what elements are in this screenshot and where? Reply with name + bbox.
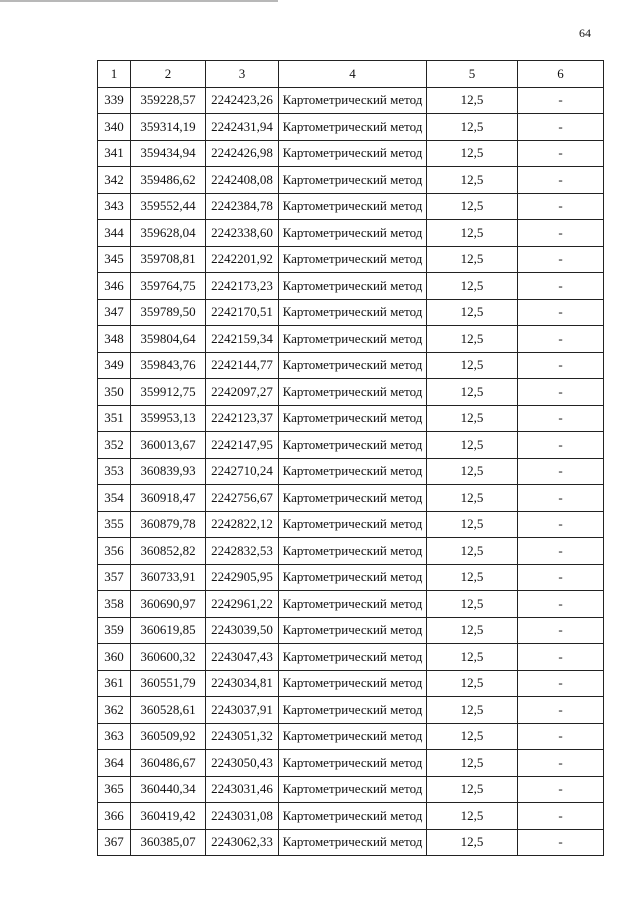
x-coordinate-cell: 360419,42 (131, 803, 206, 830)
y-coordinate-cell: 2243062,33 (206, 829, 279, 856)
note-cell: - (518, 776, 604, 803)
x-coordinate-cell: 359552,44 (131, 193, 206, 220)
method-cell: Картометрический метод (279, 591, 427, 618)
method-cell: Картометрический метод (279, 220, 427, 247)
table-row (98, 591, 604, 618)
x-coordinate-cell: 359628,04 (131, 220, 206, 247)
accuracy-cell: 12,5 (427, 432, 518, 459)
table-row (98, 829, 604, 856)
note-cell: - (518, 670, 604, 697)
note-cell: - (518, 87, 604, 114)
table-row (98, 670, 604, 697)
method-cell: Картометрический метод (279, 273, 427, 300)
point-number-cell: 348 (98, 326, 131, 353)
header-row (98, 61, 604, 88)
method-cell: Картометрический метод (279, 511, 427, 538)
y-coordinate-cell: 2243039,50 (206, 617, 279, 644)
table-row (98, 750, 604, 777)
point-number-cell: 340 (98, 114, 131, 141)
method-cell: Картометрический метод (279, 829, 427, 856)
note-cell: - (518, 220, 604, 247)
method-cell: Картометрический метод (279, 379, 427, 406)
point-number-cell: 363 (98, 723, 131, 750)
y-coordinate-cell: 2242408,08 (206, 167, 279, 194)
method-cell: Картометрический метод (279, 246, 427, 273)
note-cell: - (518, 167, 604, 194)
x-coordinate-cell: 359434,94 (131, 140, 206, 167)
x-coordinate-cell: 359486,62 (131, 167, 206, 194)
table-row (98, 352, 604, 379)
accuracy-cell: 12,5 (427, 246, 518, 273)
table-row (98, 299, 604, 326)
point-number-cell: 366 (98, 803, 131, 830)
table-row (98, 220, 604, 247)
x-coordinate-cell: 359708,81 (131, 246, 206, 273)
method-cell: Картометрический метод (279, 485, 427, 512)
accuracy-cell: 12,5 (427, 511, 518, 538)
note-cell: - (518, 750, 604, 777)
note-cell: - (518, 458, 604, 485)
table-row (98, 538, 604, 565)
coordinates-table (97, 60, 604, 856)
x-coordinate-cell: 359764,75 (131, 273, 206, 300)
y-coordinate-cell: 2243051,32 (206, 723, 279, 750)
y-coordinate-cell: 2242123,37 (206, 405, 279, 432)
method-cell: Картометрический метод (279, 644, 427, 671)
point-number-cell: 358 (98, 591, 131, 618)
table-row (98, 379, 604, 406)
note-cell: - (518, 432, 604, 459)
point-number-cell: 344 (98, 220, 131, 247)
note-cell: - (518, 326, 604, 353)
y-coordinate-cell: 2242832,53 (206, 538, 279, 565)
note-cell: - (518, 379, 604, 406)
note-cell: - (518, 299, 604, 326)
table-row (98, 167, 604, 194)
x-coordinate-cell: 360839,93 (131, 458, 206, 485)
top-divider (0, 0, 278, 2)
header-cell-3: 3 (206, 61, 279, 88)
accuracy-cell: 12,5 (427, 485, 518, 512)
note-cell: - (518, 564, 604, 591)
note-cell: - (518, 644, 604, 671)
x-coordinate-cell: 359789,50 (131, 299, 206, 326)
x-coordinate-cell: 359804,64 (131, 326, 206, 353)
x-coordinate-cell: 359912,75 (131, 379, 206, 406)
y-coordinate-cell: 2242170,51 (206, 299, 279, 326)
note-cell: - (518, 803, 604, 830)
header-cell-1: 1 (98, 61, 131, 88)
point-number-cell: 357 (98, 564, 131, 591)
table-row (98, 564, 604, 591)
point-number-cell: 360 (98, 644, 131, 671)
y-coordinate-cell: 2242710,24 (206, 458, 279, 485)
x-coordinate-cell: 360600,32 (131, 644, 206, 671)
note-cell: - (518, 193, 604, 220)
x-coordinate-cell: 360551,79 (131, 670, 206, 697)
table-row (98, 326, 604, 353)
accuracy-cell: 12,5 (427, 750, 518, 777)
note-cell: - (518, 405, 604, 432)
note-cell: - (518, 485, 604, 512)
accuracy-cell: 12,5 (427, 538, 518, 565)
accuracy-cell: 12,5 (427, 776, 518, 803)
y-coordinate-cell: 2242822,12 (206, 511, 279, 538)
x-coordinate-cell: 360509,92 (131, 723, 206, 750)
accuracy-cell: 12,5 (427, 591, 518, 618)
method-cell: Картометрический метод (279, 405, 427, 432)
y-coordinate-cell: 2242097,27 (206, 379, 279, 406)
accuracy-cell: 12,5 (427, 697, 518, 724)
accuracy-cell: 12,5 (427, 829, 518, 856)
accuracy-cell: 12,5 (427, 617, 518, 644)
method-cell: Картометрический метод (279, 326, 427, 353)
accuracy-cell: 12,5 (427, 299, 518, 326)
note-cell: - (518, 723, 604, 750)
accuracy-cell: 12,5 (427, 140, 518, 167)
method-cell: Картометрический метод (279, 140, 427, 167)
point-number-cell: 367 (98, 829, 131, 856)
x-coordinate-cell: 360690,97 (131, 591, 206, 618)
point-number-cell: 343 (98, 193, 131, 220)
note-cell: - (518, 246, 604, 273)
x-coordinate-cell: 360528,61 (131, 697, 206, 724)
header-cell-2: 2 (131, 61, 206, 88)
point-number-cell: 356 (98, 538, 131, 565)
accuracy-cell: 12,5 (427, 670, 518, 697)
point-number-cell: 354 (98, 485, 131, 512)
accuracy-cell: 12,5 (427, 352, 518, 379)
y-coordinate-cell: 2243037,91 (206, 697, 279, 724)
point-number-cell: 346 (98, 273, 131, 300)
accuracy-cell: 12,5 (427, 87, 518, 114)
point-number-cell: 353 (98, 458, 131, 485)
point-number-cell: 342 (98, 167, 131, 194)
y-coordinate-cell: 2242905,95 (206, 564, 279, 591)
y-coordinate-cell: 2243034,81 (206, 670, 279, 697)
method-cell: Картометрический метод (279, 87, 427, 114)
x-coordinate-cell: 360013,67 (131, 432, 206, 459)
x-coordinate-cell: 360852,82 (131, 538, 206, 565)
header-cell-4: 4 (279, 61, 427, 88)
y-coordinate-cell: 2242756,67 (206, 485, 279, 512)
table-row (98, 617, 604, 644)
point-number-cell: 351 (98, 405, 131, 432)
point-number-cell: 341 (98, 140, 131, 167)
point-number-cell: 361 (98, 670, 131, 697)
point-number-cell: 347 (98, 299, 131, 326)
table-row (98, 644, 604, 671)
point-number-cell: 345 (98, 246, 131, 273)
x-coordinate-cell: 360879,78 (131, 511, 206, 538)
table-row (98, 87, 604, 114)
table-row (98, 114, 604, 141)
point-number-cell: 362 (98, 697, 131, 724)
note-cell: - (518, 352, 604, 379)
accuracy-cell: 12,5 (427, 273, 518, 300)
accuracy-cell: 12,5 (427, 564, 518, 591)
note-cell: - (518, 114, 604, 141)
method-cell: Картометрический метод (279, 458, 427, 485)
method-cell: Картометрический метод (279, 670, 427, 697)
table-row (98, 405, 604, 432)
y-coordinate-cell: 2243031,46 (206, 776, 279, 803)
method-cell: Картометрический метод (279, 193, 427, 220)
table-header (98, 61, 604, 88)
x-coordinate-cell: 360486,67 (131, 750, 206, 777)
y-coordinate-cell: 2242431,94 (206, 114, 279, 141)
y-coordinate-cell: 2242159,34 (206, 326, 279, 353)
accuracy-cell: 12,5 (427, 723, 518, 750)
note-cell: - (518, 617, 604, 644)
accuracy-cell: 12,5 (427, 220, 518, 247)
y-coordinate-cell: 2243031,08 (206, 803, 279, 830)
y-coordinate-cell: 2242201,92 (206, 246, 279, 273)
accuracy-cell: 12,5 (427, 193, 518, 220)
method-cell: Картометрический метод (279, 564, 427, 591)
method-cell: Картометрический метод (279, 538, 427, 565)
table-row (98, 723, 604, 750)
method-cell: Картометрический метод (279, 352, 427, 379)
accuracy-cell: 12,5 (427, 405, 518, 432)
point-number-cell: 365 (98, 776, 131, 803)
accuracy-cell: 12,5 (427, 458, 518, 485)
x-coordinate-cell: 359228,57 (131, 87, 206, 114)
header-cell-5: 5 (427, 61, 518, 88)
point-number-cell: 350 (98, 379, 131, 406)
accuracy-cell: 12,5 (427, 803, 518, 830)
y-coordinate-cell: 2242426,98 (206, 140, 279, 167)
x-coordinate-cell: 359843,76 (131, 352, 206, 379)
point-number-cell: 364 (98, 750, 131, 777)
x-coordinate-cell: 360918,47 (131, 485, 206, 512)
table-row (98, 511, 604, 538)
table-row (98, 803, 604, 830)
accuracy-cell: 12,5 (427, 167, 518, 194)
accuracy-cell: 12,5 (427, 114, 518, 141)
point-number-cell: 349 (98, 352, 131, 379)
table-body (98, 87, 604, 856)
page-number: 64 (579, 26, 591, 40)
y-coordinate-cell: 2242961,22 (206, 591, 279, 618)
table-row (98, 485, 604, 512)
method-cell: Картометрический метод (279, 750, 427, 777)
x-coordinate-cell: 360385,07 (131, 829, 206, 856)
y-coordinate-cell: 2242144,77 (206, 352, 279, 379)
table-row (98, 432, 604, 459)
x-coordinate-cell: 359953,13 (131, 405, 206, 432)
method-cell: Картометрический метод (279, 723, 427, 750)
y-coordinate-cell: 2243050,43 (206, 750, 279, 777)
note-cell: - (518, 511, 604, 538)
note-cell: - (518, 538, 604, 565)
table-row (98, 246, 604, 273)
point-number-cell: 352 (98, 432, 131, 459)
table-row (98, 273, 604, 300)
table-row (98, 193, 604, 220)
table-row (98, 697, 604, 724)
point-number-cell: 359 (98, 617, 131, 644)
x-coordinate-cell: 360733,91 (131, 564, 206, 591)
x-coordinate-cell: 359314,19 (131, 114, 206, 141)
method-cell: Картометрический метод (279, 776, 427, 803)
accuracy-cell: 12,5 (427, 326, 518, 353)
method-cell: Картометрический метод (279, 167, 427, 194)
y-coordinate-cell: 2242147,95 (206, 432, 279, 459)
table-row (98, 776, 604, 803)
table-row (98, 458, 604, 485)
method-cell: Картометрический метод (279, 114, 427, 141)
y-coordinate-cell: 2242423,26 (206, 87, 279, 114)
accuracy-cell: 12,5 (427, 379, 518, 406)
note-cell: - (518, 591, 604, 618)
y-coordinate-cell: 2242384,78 (206, 193, 279, 220)
point-number-cell: 339 (98, 87, 131, 114)
method-cell: Картометрический метод (279, 617, 427, 644)
y-coordinate-cell: 2243047,43 (206, 644, 279, 671)
method-cell: Картометрический метод (279, 299, 427, 326)
x-coordinate-cell: 360619,85 (131, 617, 206, 644)
table-row (98, 140, 604, 167)
method-cell: Картометрический метод (279, 432, 427, 459)
y-coordinate-cell: 2242173,23 (206, 273, 279, 300)
method-cell: Картометрический метод (279, 697, 427, 724)
note-cell: - (518, 140, 604, 167)
y-coordinate-cell: 2242338,60 (206, 220, 279, 247)
note-cell: - (518, 697, 604, 724)
header-cell-6: 6 (518, 61, 604, 88)
note-cell: - (518, 829, 604, 856)
point-number-cell: 355 (98, 511, 131, 538)
accuracy-cell: 12,5 (427, 644, 518, 671)
note-cell: - (518, 273, 604, 300)
method-cell: Картометрический метод (279, 803, 427, 830)
x-coordinate-cell: 360440,34 (131, 776, 206, 803)
